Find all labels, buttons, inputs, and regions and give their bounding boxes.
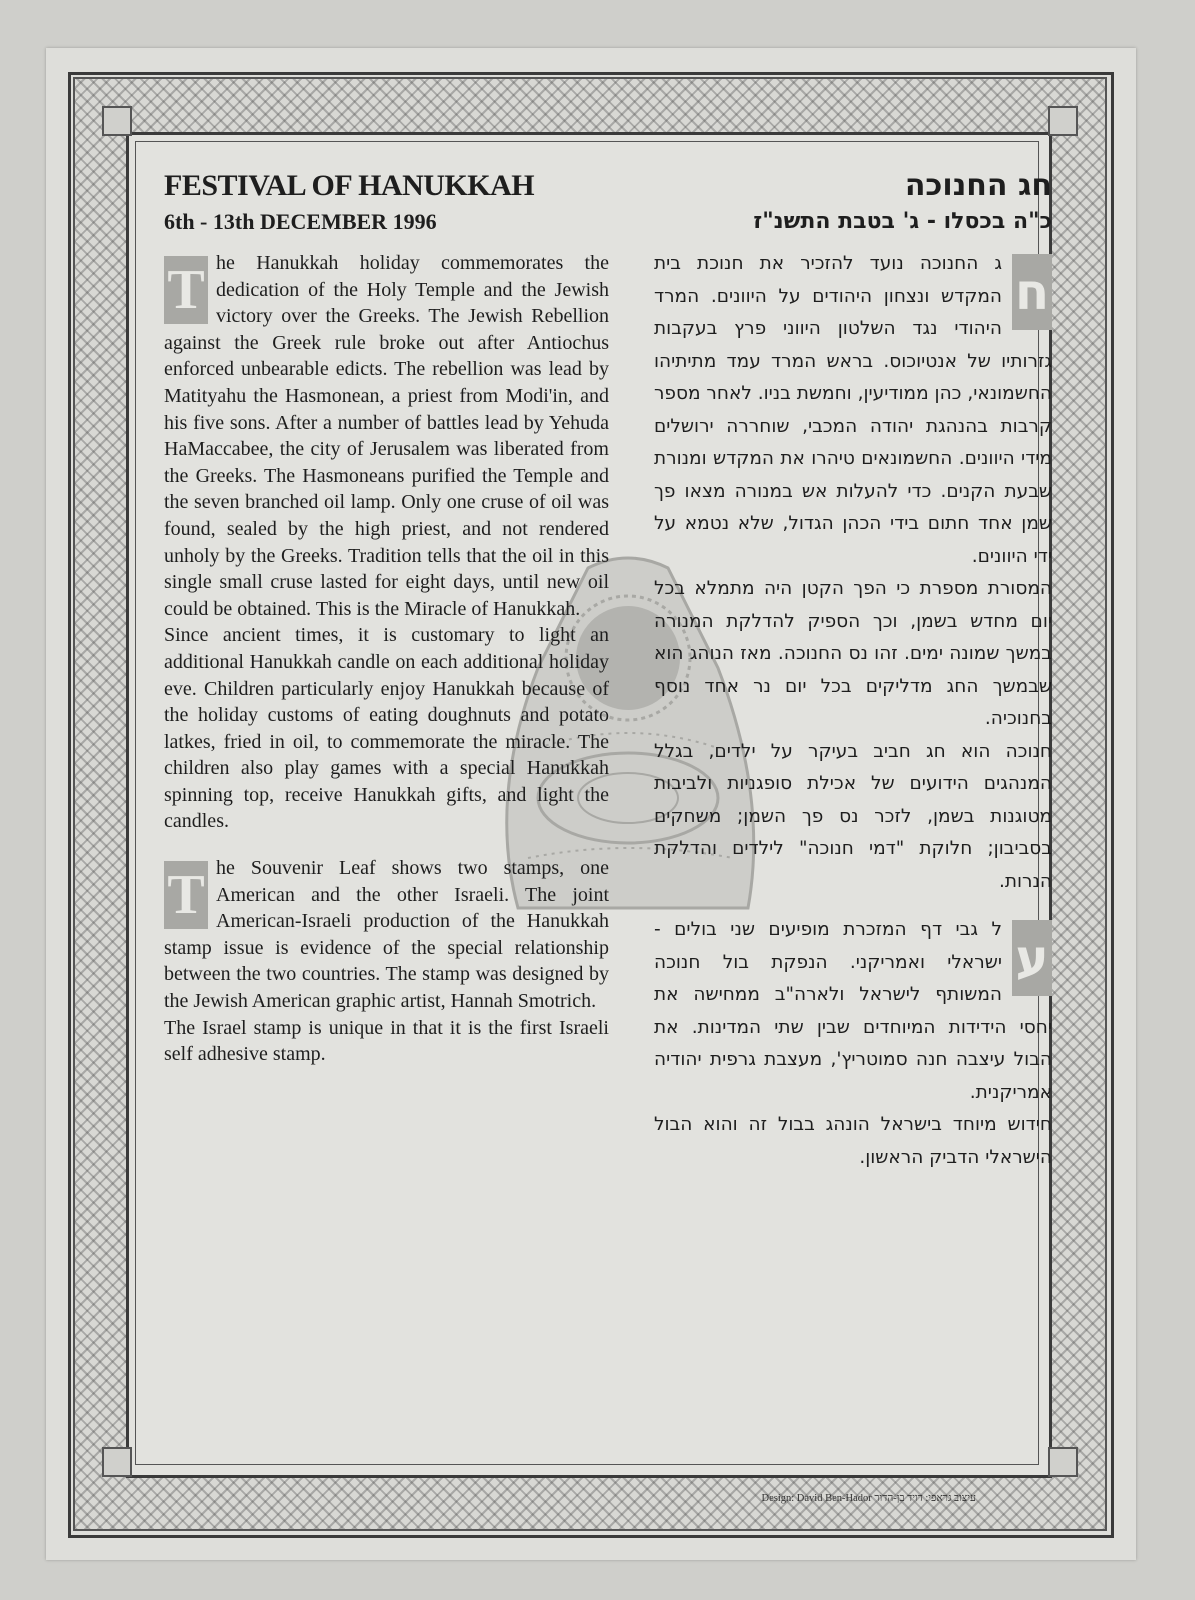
hebrew-column (654, 168, 1052, 1174)
drop-cap: T (164, 256, 208, 324)
english-title: FESTIVAL OF HANUKKAH (164, 169, 535, 202)
corner-ornament (1048, 106, 1078, 136)
hebrew-paragraph-customs: חנוכה הוא חג חביב בעיקר על ילדים, בגלל המנהגים הידועים של אכילת סופגניות ולביבות מטוגנות בשמן, לזכר נס פך השמן; משחקים בסביבון; חלוקת "דמי חנוכה" לילדים והדלקת הנרות. (654, 740, 1052, 892)
drop-cap: ע (1012, 920, 1052, 996)
corner-ornament (1048, 1447, 1078, 1477)
corner-ornament (102, 106, 132, 136)
english-paragraph-customs: Since ancient times, it is customary to light an additional Hanukkah candle on each additional holiday eve. Children particularly enjoy Hanukkah because of the holiday customs of eating doughnuts and potato latkes, fried in oil, to commemorate the miracle. The children also play games with a special Hanukkah spinning top, receive Hanukkah gifts, and light the candles. (164, 624, 609, 833)
english-paragraph-stamps: T he Souvenir Leaf shows two stamps, one American and the other Israeli. The joint American-Israeli production of the Hanukkah stamp issue is evidence of the special relationship between the two countries. The stamp was designed by the Jewish American graphic artist, Hannah Smotrich. (164, 857, 609, 1013)
hebrew-paragraph-adhesive: חידוש מיוחד בישראל הונהג בבול זה והוא הבול הישראלי הדביק הראשון. (654, 1114, 1052, 1168)
english-date: 6th - 13th DECEMBER 1996 (164, 209, 437, 234)
hebrew-paragraph-history: ח ג החנוכה נועד להזכיר את חנוכת בית המקדש ונצחון היהודים על היוונים. המרד היהודי נגד השלטון היווני פרץ בעקבות גזרותיו של אנטיוכוס. בראש המרד עמד מתיתיהו החשמונאי, כהן ממודיעין, וחמשת בניו. לאחר מספר קרבות בהנהגת יהודה המכבי, שוחררה ירושלים מידי היוונים. החשמונאים טיהרו את המקדש ומנורת שבעת הקנים. כדי להעלות אש במנורה מצאו פך שמן אחד חתום בידי הכהן הגדול, שלא נטמא על ידי היוונים. (653, 253, 1052, 567)
design-credit: Design: David Ben-Hador עיצוב גראפי: דויד בן-הדור (761, 1493, 976, 1504)
hebrew-paragraph-miracle: המסורת מספרת כי הפך הקטן היה מתמלא בכל יום מחדש בשמן, וכך הספיק להדלקת המנורה במשך שמונה ימים. זהו נס החנוכה. מאז הנוהג הוא שבמשך החג מדליקים בכל יום נר אחד נוסף בחנוכיה. (654, 578, 1052, 729)
english-paragraph-history: T he Hanukkah holiday commemorates the dedication of the Holy Temple and the Jewish victory over the Greeks. The Jewish Rebellion against the Greek rule broke out after Antiochus enforced unbearable edicts. The rebellion was lead by Matityahu the Hasmonean, a priest from Modi'in, and his five sons. After a number of battles lead by Yehuda HaMaccabee, the city of Jerusalem was liberated from the Greeks. The Hasmoneans purified the Temple and the seven branched oil lamp. Only one cruse of oil was found, sealed by the high priest, and not rendered unholy by the Greeks. Tradition tells that the oil in this single small cruse lasted for eight days, until new oil could be obtained. This is the Miracle of Hanukkah. (164, 252, 609, 620)
hebrew-date: כ"ה בכסלו - ג' בטבת התשנ"ז (753, 209, 1052, 234)
hebrew-title: חג החנוכה (904, 168, 1052, 203)
souvenir-leaf (46, 48, 1136, 1560)
english-paragraph-adhesive: The Israel stamp is unique in that it is the first Israeli self adhesive stamp. (164, 1016, 609, 1066)
english-column (164, 168, 609, 1068)
drop-cap: ח (1012, 254, 1052, 330)
corner-ornament (102, 1447, 132, 1477)
drop-cap: T (164, 861, 208, 929)
hebrew-paragraph-stamps: ע ל גבי דף המזכרת מופיעים שני בולים - ישראלי ואמריקני. הנפקת בול חנוכה המשותף לישראל ולארה"ב ממחישה את יחסי הידידות המיוחדים שבין שתי המדינות. את הבול עיצבה חנה סמוטריץ', מעצבת גרפית יהודיה אמריקנית. (654, 919, 1052, 1103)
